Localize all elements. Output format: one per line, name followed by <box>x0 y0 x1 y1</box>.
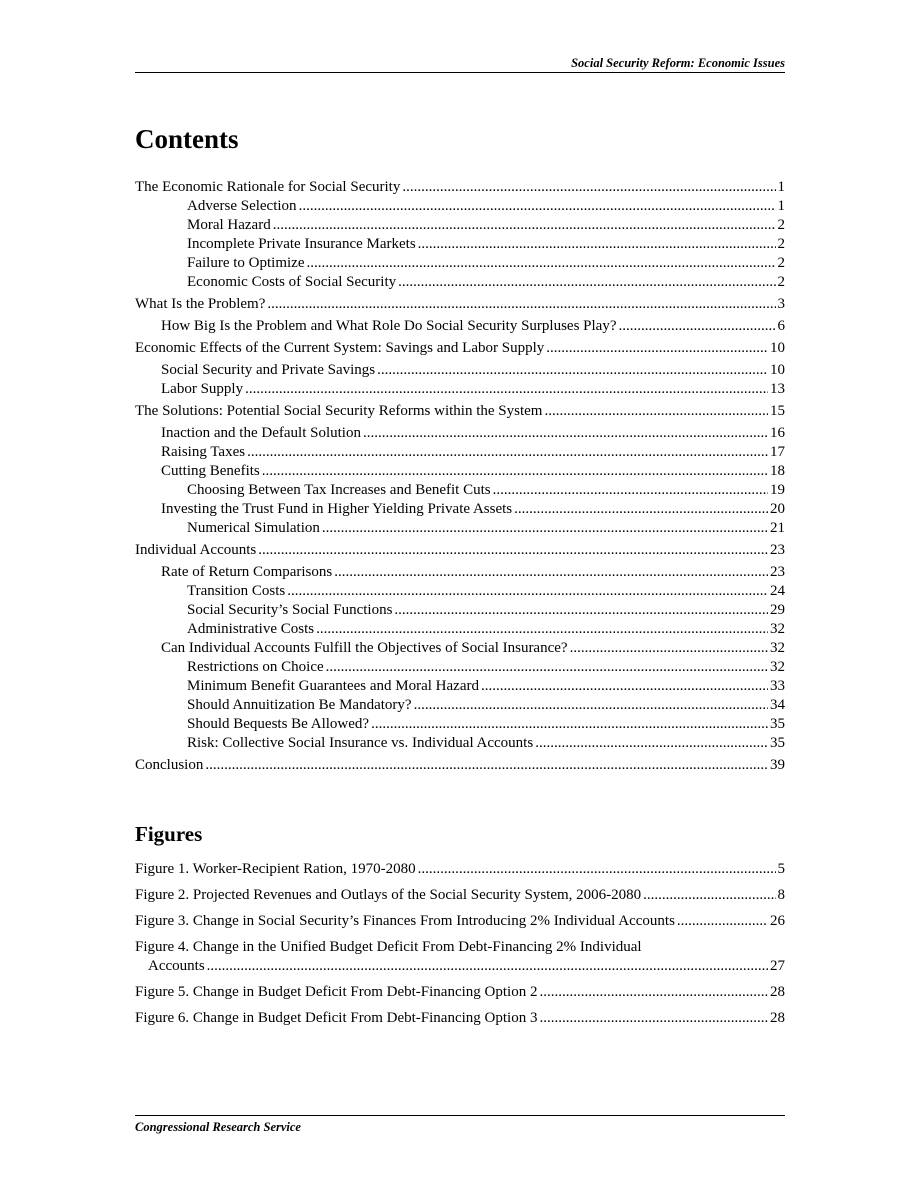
entry-title: Administrative Costs <box>187 621 315 637</box>
contents-list <box>135 178 785 775</box>
entry-title: What Is the Problem? <box>135 296 266 312</box>
page-number: 21 <box>770 520 785 536</box>
entry-title: Rate of Return Comparisons <box>161 564 333 580</box>
toc-entry[interactable] <box>135 541 785 560</box>
entry-title: Figure 4. Change in the Unified Budget Deficit From Debt-Financing 2% Individual <box>135 939 642 955</box>
page-number: 15 <box>770 403 785 419</box>
toc-entry[interactable] <box>135 443 785 462</box>
entry-title: Should Bequests Be Allowed? <box>187 716 370 732</box>
entry-title: Incomplete Private Insurance Markets <box>187 236 416 252</box>
entry-title: How Big Is the Problem and What Role Do Social Security Surpluses Play? <box>161 318 617 334</box>
page-number: 35 <box>770 735 785 751</box>
page-number: 32 <box>770 621 785 637</box>
page-number: 24 <box>770 583 785 599</box>
dot-leader <box>539 983 768 1002</box>
dot-leader <box>418 235 776 254</box>
toc-entry[interactable] <box>135 481 785 500</box>
dot-leader <box>377 361 768 380</box>
page-number: 10 <box>770 340 785 356</box>
entry-title: Can Individual Accounts Fulfill the Objectives of Social Insurance? <box>161 640 568 656</box>
contents-heading: Contents <box>135 124 239 154</box>
page-number: 2 <box>777 217 785 233</box>
page-number: 17 <box>770 444 785 460</box>
page-number: 19 <box>770 482 785 498</box>
figure-entry[interactable] <box>135 886 785 905</box>
page-number: 16 <box>770 425 785 441</box>
entry-title: Transition Costs <box>187 583 286 599</box>
toc-entry[interactable] <box>135 424 785 443</box>
header-rule <box>135 72 785 73</box>
entry-title: Social Security and Private Savings <box>161 362 376 378</box>
entry-title: Inaction and the Default Solution <box>161 425 361 441</box>
entry-title: Restrictions on Choice <box>187 659 324 675</box>
entry-title: Moral Hazard <box>187 217 271 233</box>
entry-title: Figure 2. Projected Revenues and Outlays of the Social Security System, 2006-2080 <box>135 887 642 903</box>
footer-source: Congressional Research Service <box>135 1120 301 1134</box>
dot-leader <box>394 601 768 620</box>
toc-entry[interactable] <box>135 339 785 358</box>
page-number: 2 <box>777 236 785 252</box>
entry-title: Risk: Collective Social Insurance vs. Individual Accounts <box>187 735 534 751</box>
page-number: 29 <box>770 602 785 618</box>
toc-entry[interactable] <box>135 500 785 519</box>
toc-entry[interactable] <box>135 178 785 197</box>
toc-entry[interactable] <box>135 254 785 273</box>
page-number: 33 <box>770 678 785 694</box>
figures-heading: Figures <box>135 822 203 846</box>
page-number: 3 <box>777 296 785 312</box>
toc-entry[interactable] <box>135 235 785 254</box>
page-number: 39 <box>770 757 785 773</box>
page-number: 5 <box>777 861 785 877</box>
toc-entry[interactable] <box>135 601 785 620</box>
toc-entry[interactable] <box>135 380 785 399</box>
toc-entry[interactable] <box>135 317 785 336</box>
page-number: 27 <box>770 958 785 974</box>
dot-leader <box>299 197 776 216</box>
entry-title: Failure to Optimize <box>187 255 305 271</box>
dot-leader <box>398 273 775 292</box>
page-number: 1 <box>777 198 785 214</box>
dot-leader <box>273 216 776 235</box>
page-number: 23 <box>770 564 785 580</box>
page-number: 8 <box>777 887 785 903</box>
entry-title-continuation: Accounts <box>148 958 205 974</box>
dot-leader <box>514 500 768 519</box>
page-number: 10 <box>770 362 785 378</box>
entry-title: Conclusion <box>135 757 204 773</box>
toc-entry[interactable] <box>135 639 785 658</box>
dot-leader <box>402 178 775 197</box>
figure-entry[interactable] <box>135 983 785 1002</box>
entry-title: Figure 1. Worker-Recipient Ration, 1970-2080 <box>135 861 416 877</box>
figure-entry[interactable] <box>135 938 785 976</box>
dot-leader <box>245 380 768 399</box>
dot-leader <box>258 541 768 560</box>
page-number: 2 <box>777 255 785 271</box>
running-header: Social Security Reform: Economic Issues <box>571 56 785 70</box>
entry-title: Economic Costs of Social Security <box>187 274 397 290</box>
dot-leader <box>262 462 768 481</box>
page-number: 23 <box>770 542 785 558</box>
figures-list <box>135 860 785 1028</box>
dot-leader <box>544 402 768 421</box>
entry-title: The Economic Rationale for Social Security <box>135 179 401 195</box>
page-number: 26 <box>770 913 785 929</box>
entry-title: Raising Taxes <box>161 444 246 460</box>
entry-title: Should Annuitization Be Mandatory? <box>187 697 412 713</box>
toc-entry[interactable] <box>135 273 785 292</box>
dot-leader <box>371 715 768 734</box>
dot-leader <box>205 756 768 775</box>
entry-title: Cutting Benefits <box>161 463 260 479</box>
dot-leader <box>326 658 768 677</box>
entry-title: Investing the Trust Fund in Higher Yielding Private Assets <box>161 501 513 517</box>
toc-entry[interactable] <box>135 620 785 639</box>
toc-entry[interactable] <box>135 696 785 715</box>
toc-entry[interactable] <box>135 216 785 235</box>
toc-entry[interactable] <box>135 658 785 677</box>
dot-leader <box>287 582 768 601</box>
page-number: 32 <box>770 640 785 656</box>
toc-entry[interactable] <box>135 361 785 380</box>
toc-entry[interactable] <box>135 756 785 775</box>
dot-leader <box>414 696 768 715</box>
toc-entry[interactable] <box>135 402 785 421</box>
dot-leader <box>481 677 768 696</box>
dot-leader <box>539 1009 768 1028</box>
page-number: 2 <box>777 274 785 290</box>
toc-entry[interactable] <box>135 295 785 314</box>
page-number: 20 <box>770 501 785 517</box>
dot-leader <box>418 860 776 879</box>
dot-leader <box>619 317 776 336</box>
figure-entry[interactable] <box>135 1009 785 1028</box>
dot-leader <box>570 639 768 658</box>
dot-leader <box>322 519 768 538</box>
dot-leader <box>334 563 768 582</box>
page-number: 13 <box>770 381 785 397</box>
page-number: 1 <box>777 179 785 195</box>
dot-leader <box>363 424 768 443</box>
toc-entry[interactable] <box>135 462 785 481</box>
entry-title: Economic Effects of the Current System: Savings and Labor Supply <box>135 340 545 356</box>
entry-title: Minimum Benefit Guarantees and Moral Hazard <box>187 678 479 694</box>
entry-title: Individual Accounts <box>135 542 257 558</box>
entry-title: Figure 3. Change in Social Security’s Finances From Introducing 2% Individual Accounts <box>135 913 675 929</box>
footer-rule <box>135 1115 785 1116</box>
toc-entry[interactable] <box>135 519 785 538</box>
entry-title: Social Security’s Social Functions <box>187 602 393 618</box>
entry-title: Choosing Between Tax Increases and Benefit Cuts <box>187 482 491 498</box>
entry-title: Figure 5. Change in Budget Deficit From Debt-Financing Option 2 <box>135 984 538 1000</box>
page-number: 18 <box>770 463 785 479</box>
dot-leader <box>643 886 775 905</box>
dot-leader <box>493 481 768 500</box>
toc-entry[interactable] <box>135 734 785 753</box>
page-number: 35 <box>770 716 785 732</box>
entry-title: Numerical Simulation <box>187 520 320 536</box>
entry-continuation-row <box>135 957 785 976</box>
page-number: 6 <box>777 318 785 334</box>
toc-entry[interactable] <box>135 563 785 582</box>
page-number: 34 <box>770 697 785 713</box>
dot-leader <box>316 620 768 639</box>
dot-leader <box>546 339 768 358</box>
figure-entry[interactable] <box>135 860 785 879</box>
dot-leader <box>535 734 768 753</box>
toc-entry[interactable] <box>135 677 785 696</box>
dot-leader <box>677 912 768 931</box>
page-number: 32 <box>770 659 785 675</box>
dot-leader <box>207 957 768 976</box>
toc-entry[interactable] <box>135 197 785 216</box>
toc-entry[interactable] <box>135 582 785 601</box>
entry-title: Adverse Selection <box>187 198 297 214</box>
entry-title: Labor Supply <box>161 381 244 397</box>
page-number: 28 <box>770 1010 785 1026</box>
figure-entry[interactable] <box>135 912 785 931</box>
dot-leader <box>247 443 768 462</box>
entry-title: The Solutions: Potential Social Security Reforms within the System <box>135 403 543 419</box>
dot-leader <box>267 295 775 314</box>
page-number: 28 <box>770 984 785 1000</box>
toc-entry[interactable] <box>135 715 785 734</box>
dot-leader <box>306 254 775 273</box>
entry-title: Figure 6. Change in Budget Deficit From Debt-Financing Option 3 <box>135 1010 538 1026</box>
